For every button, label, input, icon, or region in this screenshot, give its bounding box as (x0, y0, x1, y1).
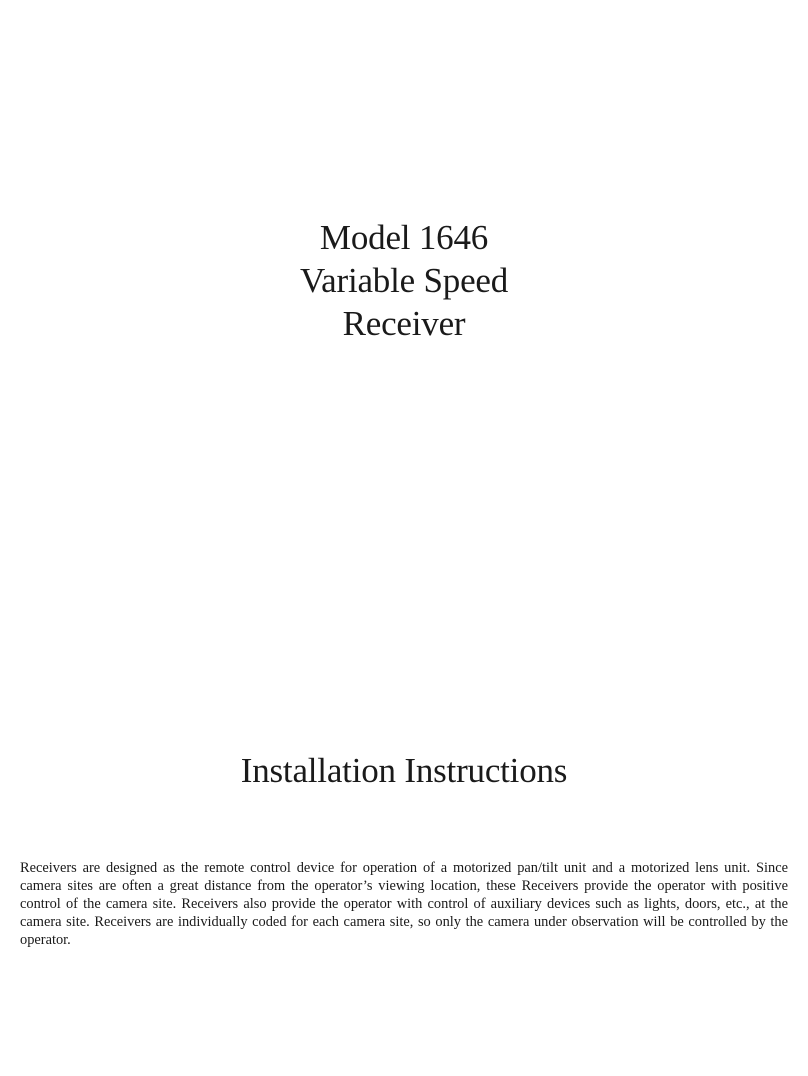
title-variable-speed-line: Variable Speed (299, 261, 509, 300)
installation-instructions-heading: Installation Instructions (240, 751, 568, 790)
document-title (0, 216, 808, 345)
title-receiver-line: Receiver (342, 304, 466, 343)
intro-paragraph: Receivers are designed as the remote control device for operation of a motorized pan/tilt unit and a motorized lens unit. Since camera sites are often a great distance from the operator’s viewing location, these Receivers provide the operator with positive control of the camera site. Receivers also provide the operator with control of auxiliary devices such as lights, doors, etc., at the camera site. Receivers are individually coded for each camera site, so only the camera under observation will be controlled by the operator. (20, 860, 788, 948)
title-model-line: Model 1646 (319, 218, 489, 257)
